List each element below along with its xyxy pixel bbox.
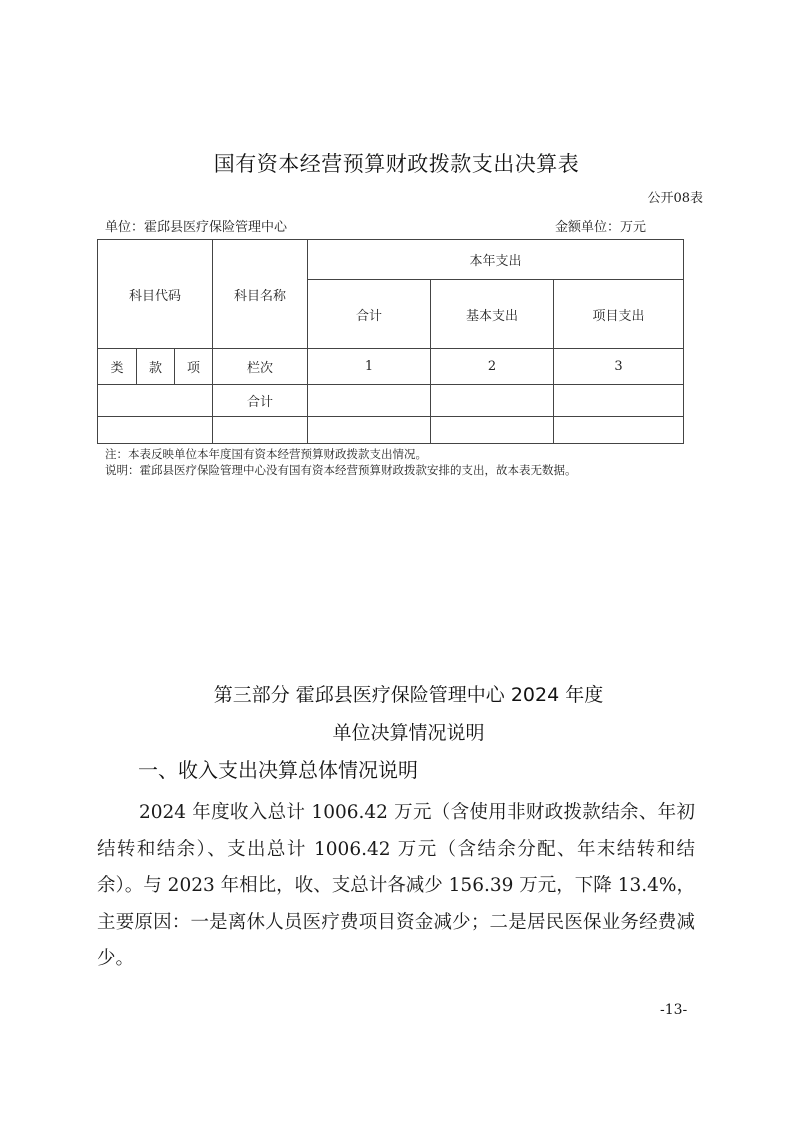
table-title: 国有资本经营预算财政拨款支出决算表 <box>213 152 580 176</box>
header-item: 项 <box>175 349 213 385</box>
table-note: 注：本表反映单位本年度国有资本经营预算财政拨款支出情况。 <box>105 447 427 461</box>
header-basic-expense: 基本支出 <box>431 280 554 349</box>
cell-name: 合计 <box>213 385 308 417</box>
header-section: 款 <box>137 349 175 385</box>
cell-basic <box>431 385 554 417</box>
cell-project <box>554 385 684 417</box>
page-number: -13- <box>660 1002 688 1018</box>
column-number-2: 2 <box>431 349 554 385</box>
table-explanation: 说明：霍邱县医疗保险管理中心没有国有资本经营预算财政拨款安排的支出，故本表无数据。 <box>105 463 577 477</box>
section-paragraph: 2024 年度收入总计 1006.42 万元（含使用非财政拨款结余、年初结转和结余）、支出总计 1006.42 万元（含结余分配、年末结转和结余）。与 2023 年相比，收、支总计各减少 156.39 万元，下降 13.4%，主要原因：一是离休人员医疗费项目资金减少；二是居民医保业务经费减少。 <box>97 802 695 969</box>
column-number-1: 1 <box>308 349 431 385</box>
header-column-index: 栏次 <box>213 349 308 385</box>
table-number: 公开08表 <box>647 191 703 206</box>
header-project-expense: 项目支出 <box>554 280 684 349</box>
cell-code <box>98 417 213 444</box>
cell-name <box>213 417 308 444</box>
header-subject-name: 科目名称 <box>213 240 308 349</box>
cell-basic <box>431 417 554 444</box>
part-title-line-2: 单位决算情况说明 <box>332 722 485 744</box>
header-subject-code: 科目代码 <box>98 240 213 349</box>
column-index-row <box>98 349 684 385</box>
amount-unit: 金额单位：万元 <box>555 220 647 235</box>
header-total: 合计 <box>308 280 431 349</box>
header-current-year-expense: 本年支出 <box>308 240 684 280</box>
cell-code <box>98 385 213 417</box>
table-row <box>98 417 684 444</box>
section-heading: 一、收入支出决算总体情况说明 <box>138 758 418 782</box>
column-number-3: 3 <box>554 349 684 385</box>
cell-total <box>308 385 431 417</box>
table-row <box>98 385 684 417</box>
header-category: 类 <box>98 349 137 385</box>
header-row-1 <box>98 240 684 280</box>
cell-total <box>308 417 431 444</box>
cell-project <box>554 417 684 444</box>
part-title-line-1: 第三部分 霍邱县医疗保险管理中心 2024 年度 <box>213 684 604 706</box>
expenditure-table <box>97 239 684 444</box>
reporting-unit: 单位：霍邱县医疗保险管理中心 <box>105 220 288 235</box>
